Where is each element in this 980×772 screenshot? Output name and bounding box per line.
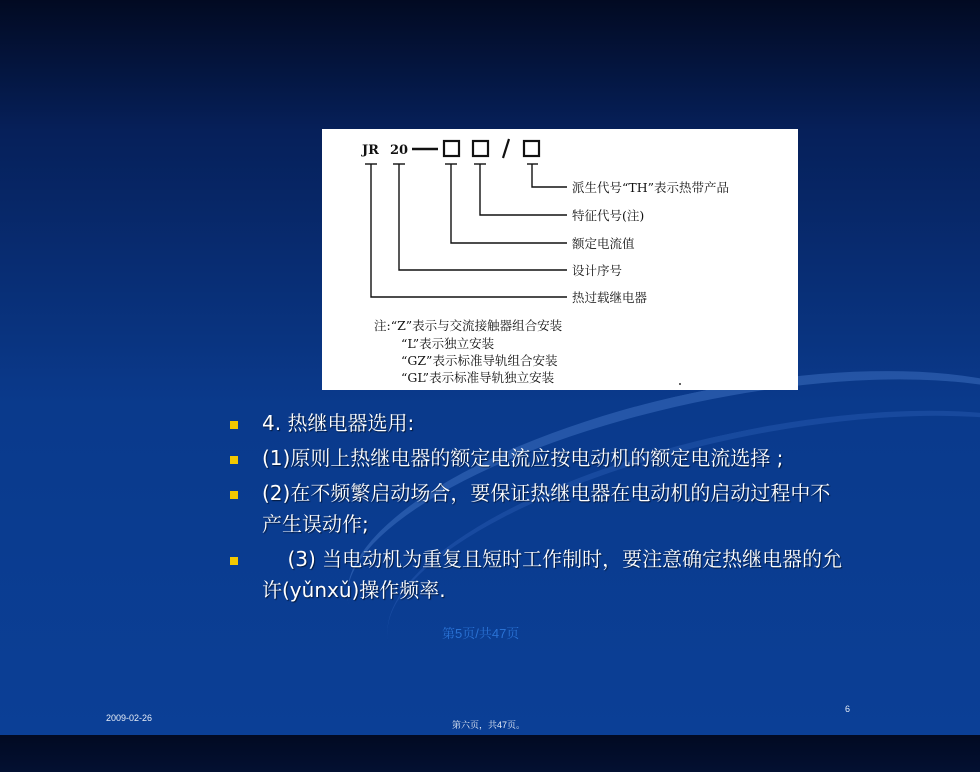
bullet-list — [228, 408, 848, 610]
bullet-item — [228, 443, 848, 474]
code-jr: JR — [362, 143, 379, 158]
bullet-text: (2)在不频繁启动场合，要保证热继电器在电动机的启动过程中不产生误动作; — [262, 481, 831, 536]
code-box-1 — [444, 141, 459, 156]
code-20: 20 — [390, 143, 409, 158]
square-bullet-icon — [230, 456, 238, 464]
page-footer: 第六页，共47页。 — [452, 720, 526, 730]
callout-feature-code: 特征代号(注) — [572, 208, 645, 223]
bullet-item — [228, 408, 848, 439]
leader-lines — [365, 164, 567, 297]
model-code-diagram — [322, 129, 798, 390]
model-code-diagram-svg — [322, 129, 798, 390]
code-slash — [503, 139, 509, 158]
callout-rated-current: 额定电流值 — [572, 236, 635, 251]
slide-date: 2009-02-26 — [106, 713, 153, 723]
note-gl: “GL”表示标准导轨独立安装 — [401, 370, 555, 385]
note-l: “L”表示独立安装 — [401, 336, 495, 351]
callout-design-serial: 设计序号 — [572, 263, 623, 278]
bullet-item — [228, 478, 848, 540]
note-z: 注:“Z”表示与交流接触器组合安装 — [374, 318, 563, 333]
bullet-text: (1)原则上热继电器的额定电流应按电动机的额定电流选择 ; — [262, 446, 784, 470]
slide-number: 6 — [845, 704, 851, 714]
code-box-2 — [473, 141, 488, 156]
note-gz: “GZ”表示标准导轨组合安装 — [401, 353, 558, 368]
page-indicator-overlay: 第5页/共47页 — [442, 626, 520, 641]
code-box-3 — [524, 141, 539, 156]
square-bullet-icon — [230, 491, 238, 499]
scan-dot — [679, 383, 681, 385]
bullet-item — [228, 544, 848, 606]
square-bullet-icon — [230, 557, 238, 565]
bullet-text: (3) 当电动机为重复且短时工作制时，要注意确定热继电器的允许(yǔnxǔ)操作频率. — [262, 547, 843, 602]
callout-derived-code: 派生代号“TH”表示热带产品 — [572, 180, 730, 195]
callout-thermal-relay: 热过载继电器 — [572, 290, 648, 305]
bullet-text: 4. 热继电器选用: — [262, 411, 415, 435]
square-bullet-icon — [230, 421, 238, 429]
